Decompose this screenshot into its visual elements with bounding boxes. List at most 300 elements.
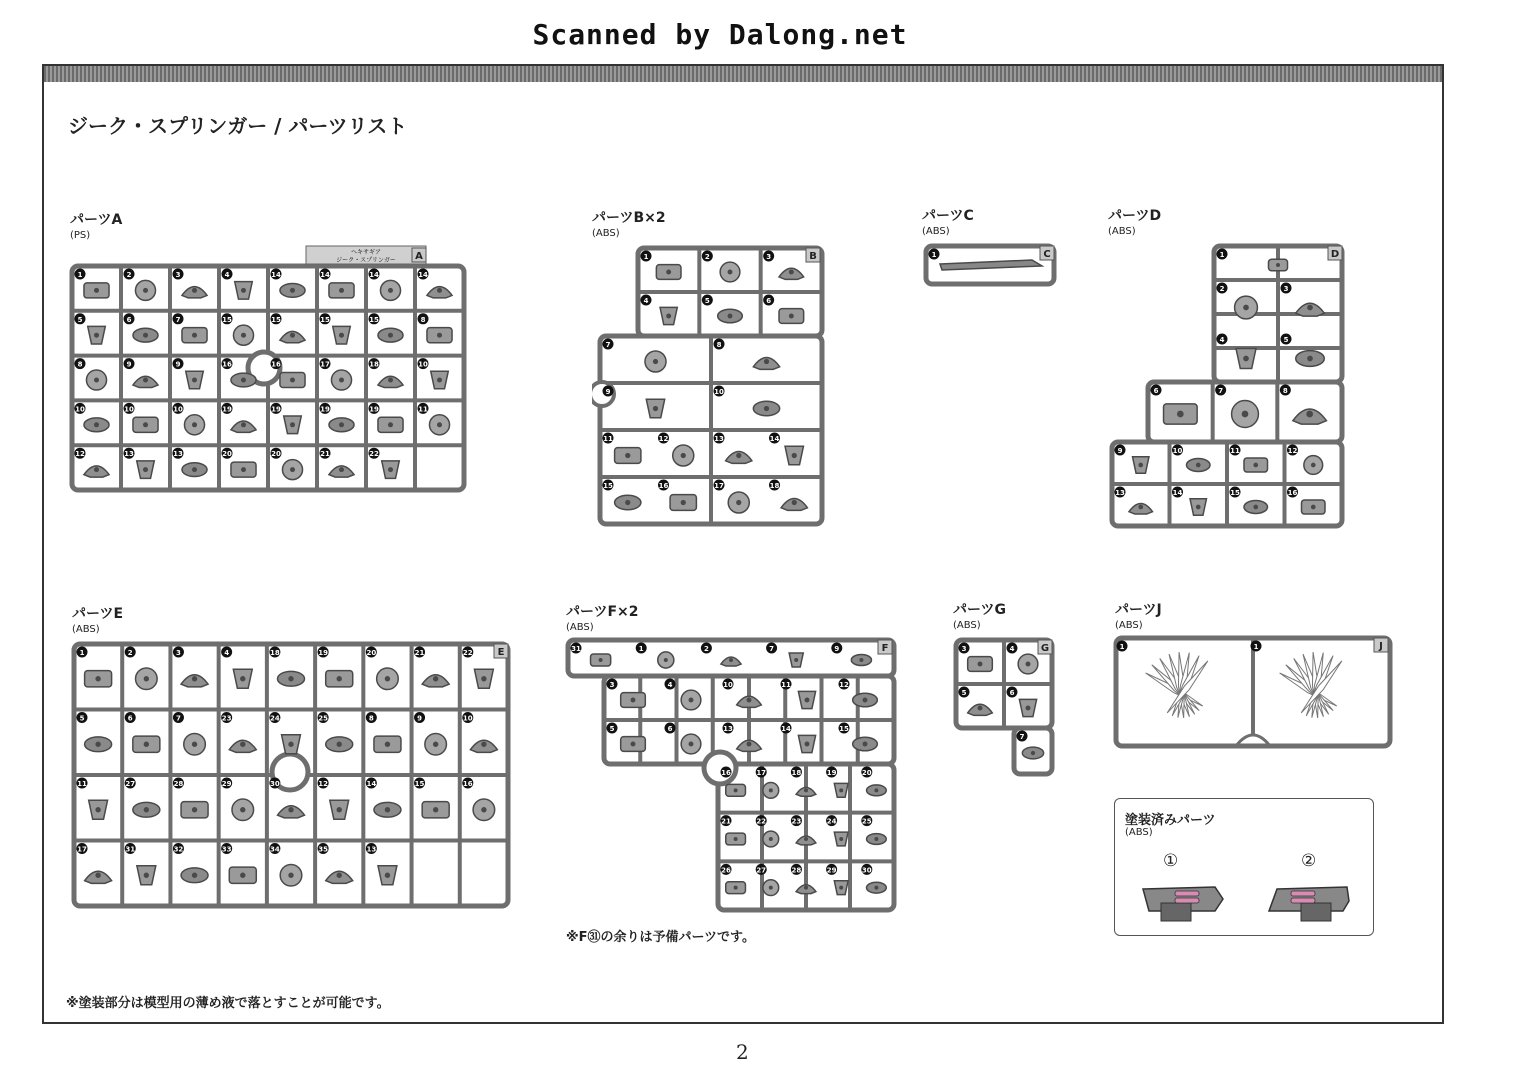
sprue-tag-line2: ジーク・スプリンガー (336, 257, 396, 264)
part-shape-detail (94, 467, 99, 472)
sprue-letter: G (1040, 643, 1050, 654)
part-shape (380, 280, 400, 300)
part-number: 5 (704, 297, 710, 305)
part-number: 15 (271, 315, 281, 324)
part-number: 16 (222, 360, 232, 369)
part-shape (284, 416, 302, 434)
part-shape (330, 800, 349, 819)
part-shape (796, 885, 816, 894)
part-shape (229, 740, 256, 752)
part-number: 16 (721, 769, 731, 777)
part-shape-detail (337, 742, 342, 747)
part-shape (329, 466, 354, 477)
part-number: 7 (176, 714, 181, 723)
part-shape (867, 785, 887, 796)
part-number: 7 (605, 341, 611, 349)
sprue-c (922, 242, 1058, 290)
sprue-letter: A (415, 251, 423, 262)
part-number: 27 (756, 866, 767, 875)
part-shape (853, 737, 878, 751)
part-shape (422, 802, 449, 818)
part-shape-detail (241, 288, 246, 293)
part-shape-detail (764, 359, 769, 364)
part-shape (431, 371, 449, 389)
part-shape-detail (689, 742, 694, 747)
part-number: 1 (931, 251, 937, 259)
part-number: 16 (462, 780, 473, 788)
part-shape (1232, 401, 1259, 428)
part-number: 14 (1172, 489, 1183, 497)
part-shape-detail (1242, 411, 1249, 418)
part-shape-detail (804, 886, 808, 890)
part-shape-detail (290, 377, 295, 382)
part-number: 21 (320, 450, 330, 459)
part-shape (233, 669, 252, 688)
part-shape-detail (1253, 463, 1258, 468)
sprue-tag-line1: ヘキサギア (350, 249, 382, 256)
part-shape (621, 737, 646, 752)
part-shape-detail (241, 377, 246, 382)
part-number: 11 (418, 405, 428, 414)
part-shape-detail (94, 422, 99, 427)
part-shape (182, 328, 207, 343)
part-shape-detail (192, 422, 197, 427)
part-shape-detail (143, 333, 148, 338)
part-shape (84, 418, 109, 432)
part-number: 19 (369, 405, 379, 414)
part-shape (785, 446, 803, 464)
part-shape-detail (437, 422, 442, 427)
part-shape-detail (792, 453, 797, 458)
part-number: 10 (124, 405, 134, 414)
part-number: 5 (961, 689, 967, 697)
part-shape-detail (764, 406, 769, 411)
part-number: 9 (417, 714, 422, 723)
part-shape (331, 370, 351, 390)
part-shape (277, 671, 304, 686)
part-shape-detail (859, 658, 863, 662)
part-shape-detail (94, 333, 99, 338)
part-number: 14 (320, 271, 330, 279)
part-shape-detail (433, 742, 438, 747)
part-number: 13 (124, 450, 134, 459)
part-shape-detail (874, 886, 878, 890)
part-shape (374, 736, 401, 752)
sprue-letter: J (1379, 641, 1383, 652)
part-shape (374, 802, 401, 817)
part-number: 10 (723, 681, 733, 689)
part-number: 19 (318, 649, 328, 657)
part-number: 5 (79, 714, 85, 723)
part-shape (280, 331, 305, 342)
part-shape-detail (1031, 751, 1035, 755)
part-shape (231, 421, 256, 432)
part-shape-detail (388, 422, 393, 427)
sprue-j (1112, 634, 1394, 750)
part-shape-detail (1138, 463, 1143, 468)
part-number: 2 (1219, 285, 1225, 293)
part-shape-detail (874, 788, 878, 792)
part-shape-detail (339, 288, 344, 293)
part-shape (473, 799, 495, 821)
part-shape-detail (666, 270, 671, 275)
part-number: 14 (769, 435, 780, 443)
part-shape-detail (792, 500, 797, 505)
part-number: 18 (369, 360, 379, 369)
part-shape (781, 499, 807, 511)
part-number: 13 (366, 845, 377, 854)
part-shape-detail (433, 807, 438, 812)
part-shape (231, 373, 256, 387)
part-number: 19 (320, 405, 330, 414)
part-number: 13 (714, 435, 724, 443)
part-shape (1304, 456, 1323, 475)
part-shape-detail (805, 698, 810, 703)
part-shape-detail (728, 270, 733, 275)
part-shape-detail (241, 422, 246, 427)
part-shape (621, 693, 646, 708)
part-number: 28 (791, 866, 802, 875)
part-shape-detail (789, 314, 794, 319)
part-shape-detail (1138, 505, 1143, 510)
part-shape (658, 652, 674, 668)
part-number: 31 (125, 845, 136, 854)
part-number: 6 (766, 297, 772, 305)
part-shape (968, 704, 993, 715)
part-shape-detail (863, 742, 868, 747)
part-shape (753, 358, 779, 370)
part-number: 7 (769, 645, 775, 653)
part-shape-detail (1311, 463, 1316, 468)
part-shape (377, 668, 399, 690)
part-shape-detail (143, 422, 148, 427)
part-shape-detail (192, 467, 197, 472)
part-shape-detail (734, 837, 738, 841)
part-number: 14 (418, 271, 428, 279)
part-shape-detail (804, 837, 808, 841)
part-number: 5 (609, 725, 615, 733)
part-number: 6 (127, 714, 133, 723)
part-number: 16 (658, 482, 669, 490)
frame-header-bar (44, 66, 1442, 82)
runner-hub (704, 752, 736, 784)
part-number: 23 (221, 714, 232, 723)
part-number: 17 (320, 360, 330, 369)
part-number: 12 (318, 780, 328, 788)
part-number: 3 (176, 649, 181, 657)
part-shape (1190, 499, 1206, 515)
part-number: 22 (462, 649, 473, 657)
part-shape (378, 328, 403, 342)
part-shape-detail (625, 453, 630, 458)
part-number: 11 (781, 681, 791, 689)
part-shape-detail (1177, 411, 1184, 418)
part-shape-detail (240, 676, 245, 681)
part-shape-detail (747, 742, 752, 747)
part-shape (137, 461, 155, 479)
part-number: 1 (1219, 251, 1225, 259)
sprue-d (1108, 242, 1348, 530)
part-shape (867, 882, 887, 893)
part-shape (1129, 503, 1153, 514)
part-number: 14 (271, 271, 281, 279)
part-number: 16 (271, 360, 281, 369)
fin-part (1278, 652, 1344, 718)
part-shape (277, 806, 304, 818)
part-number: 3 (609, 681, 615, 689)
part-shape (282, 735, 301, 754)
part-number: 1 (638, 645, 644, 653)
part-shape (231, 462, 256, 477)
part-number: 10 (75, 405, 85, 414)
part-number: 6 (667, 725, 673, 733)
part-shape-detail (240, 807, 245, 812)
part-j-label: パーツJ (ABS) (1115, 602, 1162, 631)
part-shape-detail (653, 406, 658, 411)
part-shape (798, 735, 815, 752)
sprue-letter: B (809, 251, 817, 262)
part-shape-detail (94, 377, 99, 382)
part-shape (1236, 349, 1256, 369)
part-number: 10 (714, 388, 724, 396)
part-shape-detail (1253, 505, 1258, 510)
part-number: 32 (173, 845, 184, 854)
part-number: 20 (271, 450, 281, 459)
part-shape (133, 376, 158, 387)
part-shape (728, 492, 749, 513)
part-number: 8 (1282, 387, 1288, 395)
part-number: 29 (221, 780, 232, 788)
part-number: 20 (366, 649, 377, 657)
part-shape (789, 653, 803, 667)
part-shape-detail (192, 807, 197, 812)
part-shape-detail (1026, 706, 1031, 711)
part-shape (1244, 458, 1268, 472)
part-number: 5 (1283, 336, 1289, 344)
part-number: 8 (420, 315, 426, 324)
part-number: 17 (756, 769, 767, 777)
part-shape (1268, 259, 1287, 270)
part-shape-detail (337, 676, 342, 681)
part-shape (326, 871, 353, 883)
part-shape-detail (1243, 305, 1249, 311)
part-shape (737, 740, 762, 751)
part-shape (86, 370, 106, 390)
part-shape-detail (1243, 356, 1249, 362)
part-number: 15 (603, 482, 613, 490)
part-shape-detail (769, 886, 773, 890)
part-shape-detail (95, 676, 100, 681)
part-g-label: パーツG (ABS) (953, 602, 1006, 631)
part-number: 14 (369, 271, 379, 279)
part-number: 25 (318, 714, 328, 723)
part-number: 10 (1172, 447, 1183, 455)
part-shape (135, 280, 155, 300)
part-f-label: パーツF×2 (ABS) (566, 604, 639, 633)
part-shape (235, 282, 253, 300)
part-shape-detail (192, 377, 197, 382)
part-shape (853, 693, 878, 707)
part-shape (940, 260, 1042, 270)
part-shape-detail (192, 676, 197, 681)
part-number: 7 (175, 315, 181, 324)
sprue-g (952, 636, 1056, 778)
part-shape-detail (437, 288, 442, 293)
part-number: 11 (603, 435, 613, 443)
part-shape-detail (143, 377, 148, 382)
painted-part-2-image (1267, 877, 1351, 923)
part-shape-detail (664, 658, 668, 662)
part-shape-detail (240, 742, 245, 747)
part-shape (232, 799, 254, 821)
part-number: 2 (703, 645, 709, 653)
part-shape-detail (804, 788, 808, 792)
part-shape-detail (1307, 356, 1313, 362)
painted-part-1-number: ① (1163, 851, 1179, 871)
part-number: 3 (175, 271, 181, 279)
part-shape (968, 657, 993, 672)
part-shape-detail (192, 873, 197, 878)
painted-parts-box (1114, 798, 1374, 936)
part-shape-detail (144, 676, 149, 681)
part-shape (181, 802, 208, 818)
part-number: 12 (658, 435, 669, 443)
painted-part-1-image (1141, 877, 1225, 923)
part-shape-detail (290, 333, 295, 338)
part-shape (186, 371, 204, 389)
sprue-a (68, 244, 468, 500)
part-number: 14 (366, 780, 377, 788)
part-number: 30 (270, 780, 280, 788)
part-shape (834, 832, 848, 846)
part-shape-detail (385, 676, 390, 681)
part-number: 21 (414, 649, 425, 657)
part-number: 9 (834, 645, 840, 653)
part-number: 13 (1115, 489, 1125, 497)
part-shape (867, 834, 887, 845)
watermark: Scanned by Dalong.net (532, 18, 908, 51)
part-shape (834, 881, 848, 895)
part-shape (779, 309, 804, 324)
part-number: 33 (221, 845, 232, 854)
part-shape (834, 783, 848, 797)
part-number: 4 (667, 681, 673, 689)
part-number: 7 (1019, 733, 1025, 741)
part-shape-detail (290, 288, 295, 293)
sprue-b (592, 244, 828, 534)
painted-part-2-number: ② (1301, 851, 1317, 871)
part-shape (229, 867, 256, 883)
part-number: 9 (126, 360, 132, 369)
part-shape (422, 675, 449, 687)
part-shape (673, 445, 694, 466)
part-shape-detail (769, 788, 773, 792)
part-shape-detail (805, 742, 810, 747)
part-shape-detail (734, 788, 738, 792)
part-number: 28 (173, 780, 184, 788)
part-shape-detail (978, 662, 983, 667)
part-number: 4 (224, 649, 230, 657)
part-number: 11 (1230, 447, 1240, 455)
part-number: 6 (1153, 387, 1159, 395)
part-shape (763, 782, 779, 798)
part-shape-detail (863, 698, 868, 703)
part-number: 25 (861, 817, 872, 826)
part-shape (726, 784, 746, 796)
part-number: 6 (1009, 689, 1015, 697)
part-number: 12 (75, 450, 85, 459)
paint-removal-note: ※塗装部分は模型用の薄め液で落とすことが可能です。 (66, 996, 390, 1011)
part-number: 31 (571, 645, 581, 653)
part-shape (615, 495, 641, 509)
page-number: 2 (736, 1040, 749, 1064)
part-shape (763, 880, 779, 896)
part-shape-detail (729, 658, 733, 662)
part-shape-detail (839, 837, 843, 841)
part-shape-detail (144, 873, 149, 878)
part-number: 7 (1218, 387, 1224, 395)
part-shape (1133, 457, 1149, 473)
part-a-label: パーツA (PS) (70, 212, 123, 241)
part-number: 35 (318, 845, 328, 854)
part-shape-detail (95, 807, 100, 812)
part-shape (233, 325, 253, 345)
part-shape (282, 460, 302, 480)
part-shape (184, 415, 204, 435)
part-number: 8 (716, 341, 722, 349)
part-shape (753, 401, 779, 415)
part-number: 24 (270, 714, 280, 723)
part-shape-detail (192, 742, 197, 747)
part-shape (133, 328, 158, 342)
part-shape-detail (734, 886, 738, 890)
part-number: 18 (791, 769, 802, 777)
part-shape (721, 657, 741, 666)
part-shape-detail (290, 467, 295, 472)
part-number: 2 (704, 253, 710, 261)
part-number: 24 (826, 817, 837, 826)
part-number: 1 (1119, 643, 1125, 651)
part-shape-detail (1307, 305, 1313, 311)
part-shape (763, 831, 779, 847)
part-shape (378, 376, 403, 387)
part-shape (280, 372, 305, 387)
painted-parts-title: 塗装済みパーツ (1125, 813, 1216, 828)
part-shape-detail (1026, 662, 1031, 667)
part-shape-detail (385, 807, 390, 812)
part-shape (85, 871, 112, 883)
part-d-label: パーツD (ABS) (1108, 208, 1162, 237)
part-shape-detail (681, 500, 686, 505)
part-shape-detail (653, 359, 658, 364)
part-shape (796, 787, 816, 796)
part-shape (184, 733, 206, 755)
part-shape-detail (728, 314, 733, 319)
part-shape (133, 417, 158, 432)
part-shape-detail (288, 676, 293, 681)
sprue-letter: F (881, 643, 889, 654)
part-shape (681, 734, 701, 754)
part-number: 8 (368, 714, 374, 723)
fin-part (1144, 652, 1210, 718)
part-shape-detail (241, 467, 246, 472)
part-shape (737, 696, 762, 707)
part-b-label: パーツB×2 (ABS) (592, 210, 666, 239)
part-shape-detail (794, 658, 798, 662)
part-shape (474, 669, 493, 688)
part-shape (84, 466, 109, 477)
spare-parts-note: ※F㉛の余りは予備パーツです。 (566, 930, 755, 945)
